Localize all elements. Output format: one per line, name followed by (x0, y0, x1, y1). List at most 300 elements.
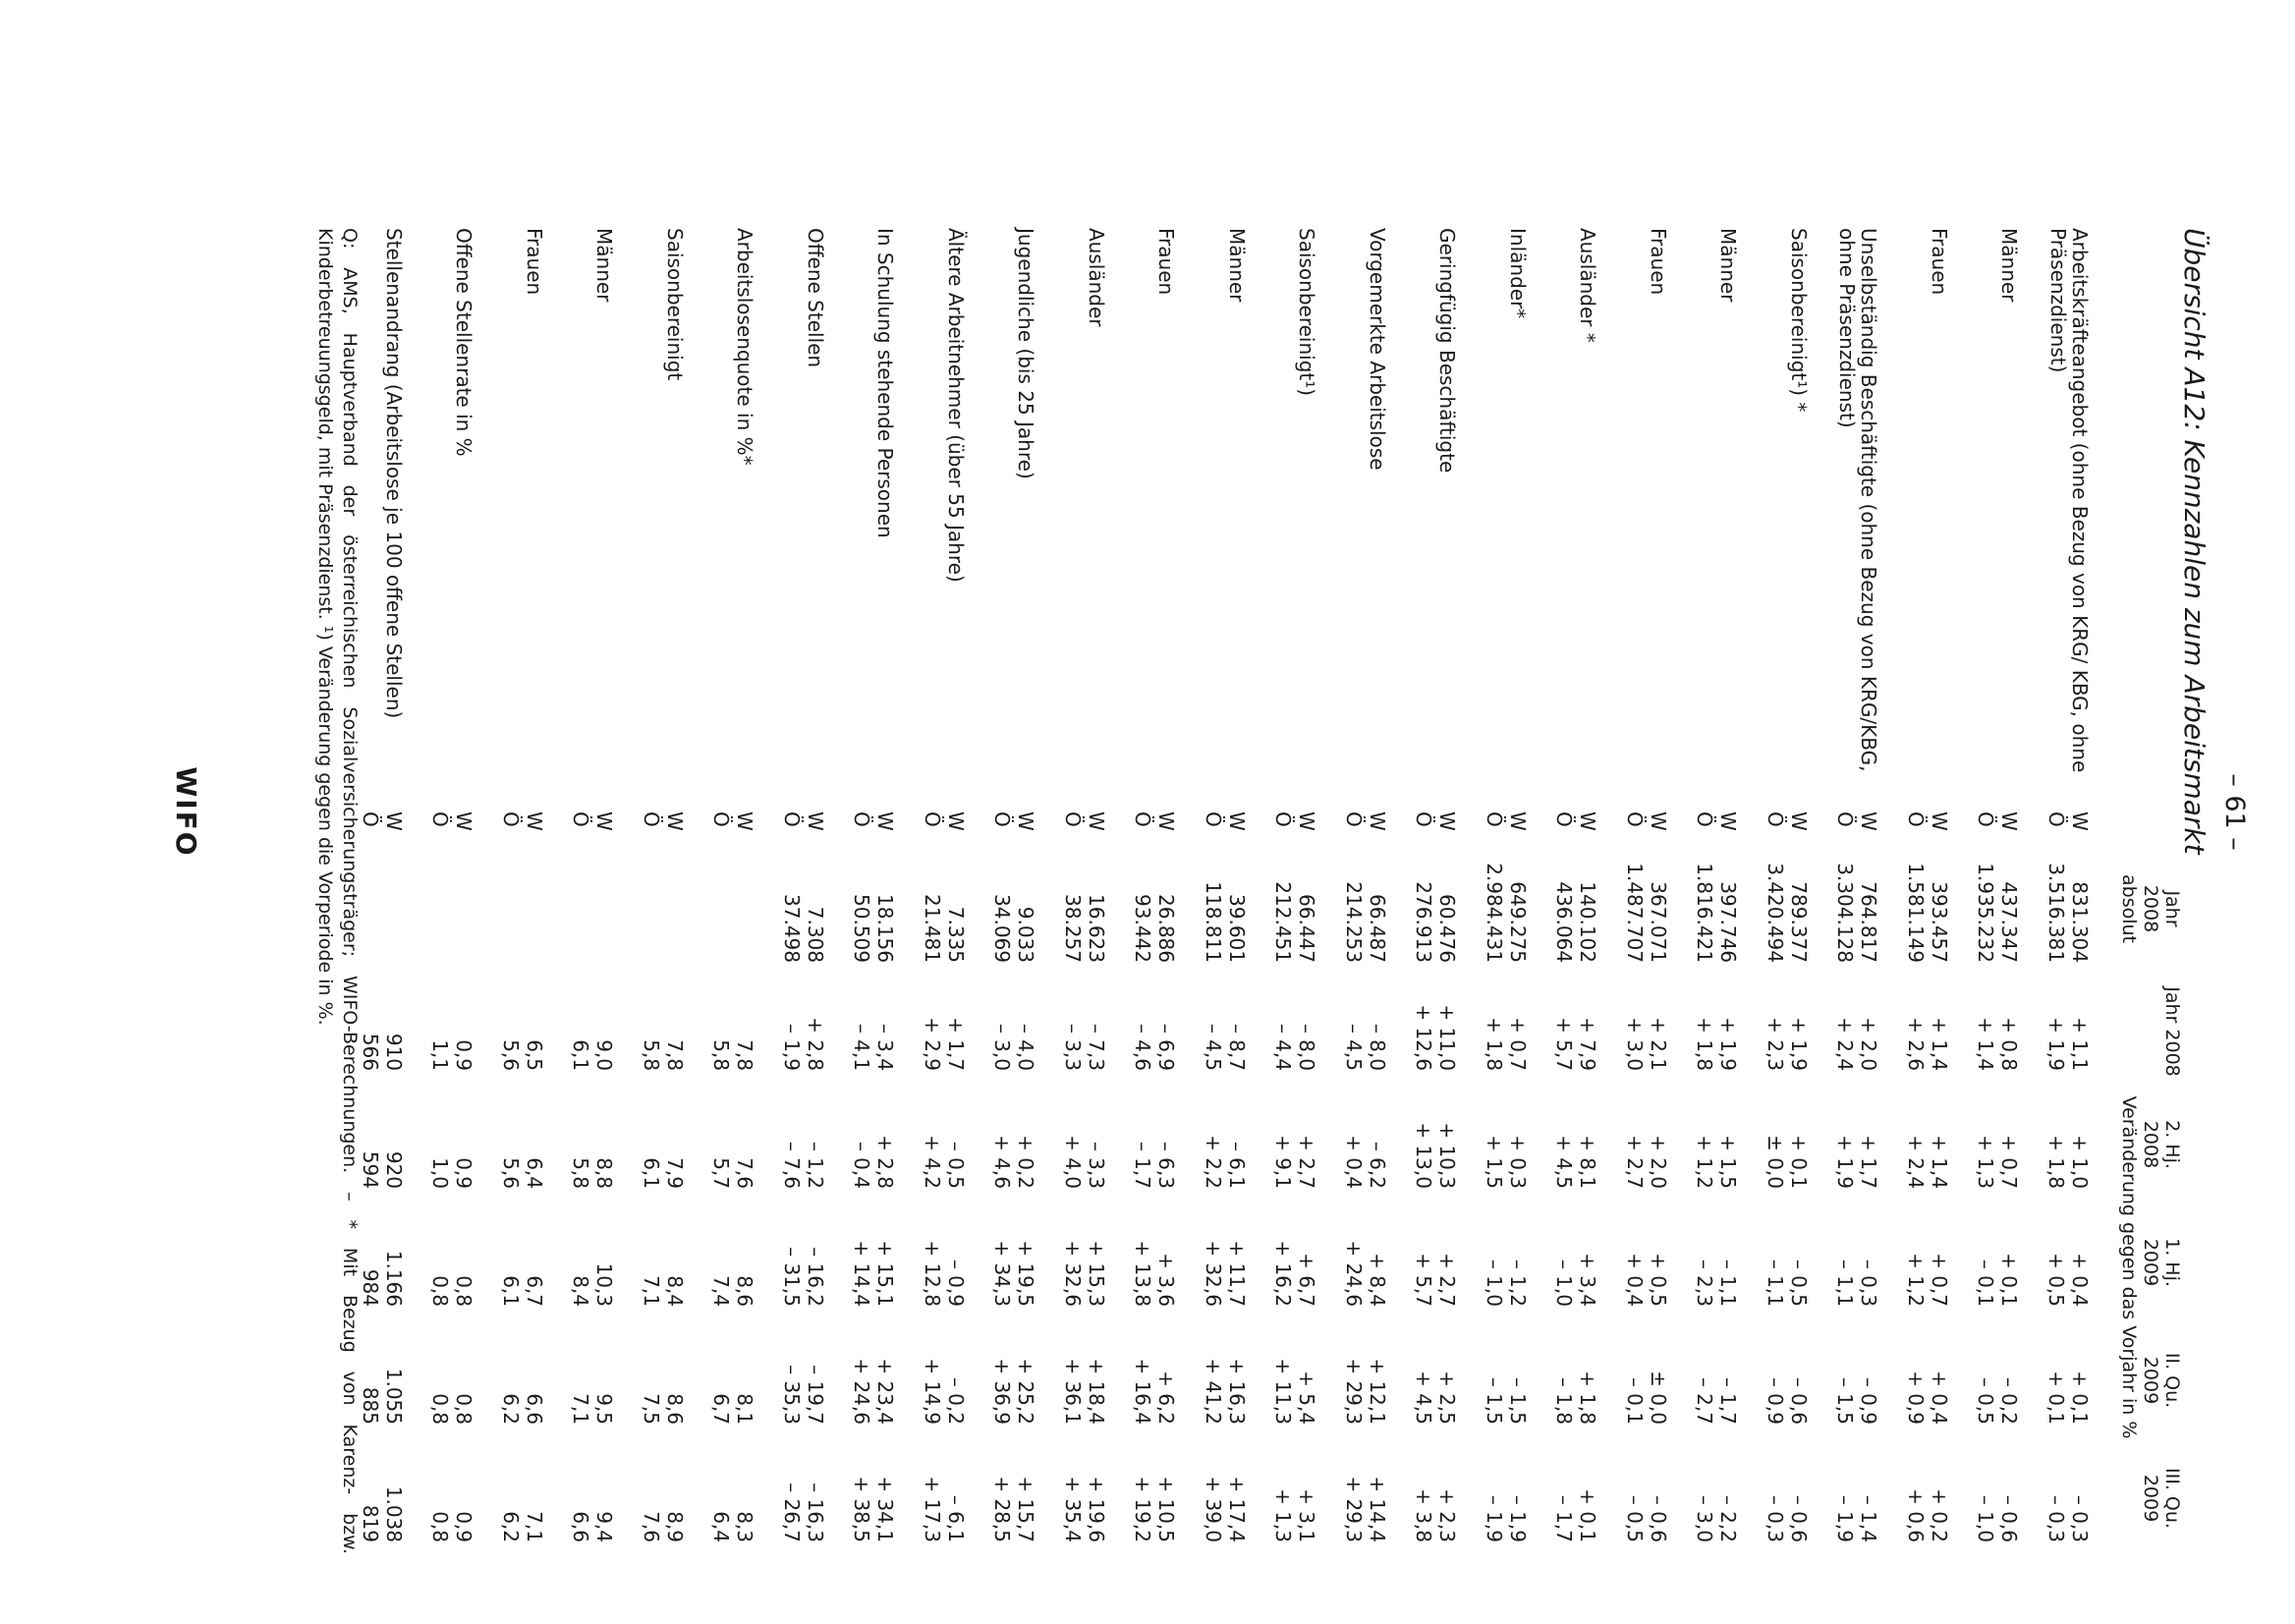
table-cell: 7,1 (569, 1393, 593, 1425)
table-cell: + 2,7 (1435, 1253, 1460, 1307)
table-cell: 831.304 (2068, 881, 2092, 963)
table-cell: – 1,1 (1763, 1259, 1787, 1307)
table-cell: + 12,8 (921, 1240, 944, 1307)
table-cell: + 1,8 (2044, 1135, 2068, 1189)
row-label: Ausländer (1085, 228, 1108, 327)
table-cell: + 24,6 (850, 1358, 874, 1425)
table-cell: 566 (359, 1033, 382, 1071)
table-cell: 0,8 (452, 1275, 476, 1307)
table-cell: 0,9 (452, 1157, 476, 1189)
row-label: Saisonbereinigt¹) (1295, 228, 1319, 397)
table-cell: + 0,8 (1997, 1017, 2022, 1071)
table-cell: + 2,7 (1295, 1135, 1319, 1189)
table-cell: – 1,9 (1506, 1494, 1530, 1542)
table-cell: + 0,2 (1928, 1488, 1951, 1542)
region-code: W (1366, 812, 1389, 831)
table-cell: – 1,5 (1833, 1376, 1858, 1425)
table-row (1179, 0, 1248, 1624)
table-cell: + 3,8 (1412, 1488, 1436, 1542)
table-cell: – 0,6 (1647, 1494, 1670, 1542)
table-cell: 9,4 (592, 1511, 617, 1542)
table-cell: – 1,2 (1506, 1259, 1530, 1307)
table-cell: + 32,6 (1061, 1240, 1085, 1307)
table-cell: 6,7 (523, 1275, 546, 1307)
region-code: W (1928, 812, 1951, 831)
table-cell: + 0,9 (1904, 1371, 1928, 1425)
region-code: W (1647, 812, 1670, 831)
region-code: W (523, 812, 546, 831)
table-row (688, 0, 756, 1624)
table-cell: 0,8 (428, 1393, 453, 1425)
table-cell: + 0,6 (1904, 1488, 1928, 1542)
table-cell: – 0,2 (944, 1376, 968, 1425)
table-cell: + 1,9 (1716, 1017, 1741, 1071)
table-row (476, 0, 545, 1624)
table-cell: + 2,3 (1763, 1017, 1787, 1071)
table-cell: + 0,2 (1014, 1135, 1038, 1189)
table-cell: 7,6 (733, 1157, 757, 1189)
table-cell: 34.069 (990, 894, 1015, 963)
table-cell: – 3,3 (1061, 1023, 1085, 1071)
table-cell: – 1,7 (1131, 1141, 1155, 1189)
table-cell: 118.811 (1202, 881, 1225, 963)
region-code: Ö (569, 812, 593, 827)
table-cell: – 0,3 (1857, 1259, 1881, 1307)
table-cell: – 0,5 (1787, 1259, 1811, 1307)
region-code: Ö (1763, 812, 1787, 827)
table-cell: + 6,2 (1154, 1371, 1179, 1425)
region-code: W (1787, 812, 1811, 831)
table-cell: + 7,9 (1576, 1017, 1600, 1071)
row-label: In Schulung stehende Personen (873, 228, 898, 538)
table-cell: 0,8 (428, 1275, 453, 1307)
row-label: Inländer* (1506, 228, 1530, 319)
table-cell: 9.033 (1014, 906, 1038, 963)
table-cell: 7.308 (804, 906, 827, 963)
table-cell: 5,8 (569, 1157, 593, 1189)
table-cell: 789.377 (1787, 881, 1811, 963)
table-cell: – 0,2 (1997, 1376, 2022, 1425)
table-cell: – 6,2 (1366, 1141, 1389, 1189)
table-cell: 1.038 (382, 1485, 406, 1542)
table-cell: 8,1 (733, 1393, 757, 1425)
table-cell: + 1,9 (1833, 1135, 1858, 1189)
table-cell: + 29,3 (1342, 1476, 1366, 1542)
region-code: W (1716, 812, 1741, 831)
table-cell: + 4,0 (1061, 1135, 1085, 1189)
table-cell: + 1,5 (1483, 1135, 1506, 1189)
table-cell: + 0,4 (2068, 1253, 2092, 1307)
row-label: Saisonbereinigt¹) * (1787, 228, 1811, 413)
table-cell: 66.447 (1295, 894, 1319, 963)
table-cell: + 11,0 (1435, 1004, 1460, 1071)
row-label: Vorgemerkte Arbeitslose (1366, 228, 1389, 471)
table-cell: – 19,7 (804, 1365, 827, 1425)
table-cell: + 19,6 (1085, 1476, 1108, 1542)
table-row (1600, 0, 1669, 1624)
table-cell: 7,8 (733, 1039, 757, 1071)
table-cell: + 2,1 (1647, 1017, 1670, 1071)
table-cell: – 7,6 (780, 1141, 804, 1189)
table-cell: 6,1 (640, 1157, 663, 1189)
table-cell: + 14,9 (921, 1358, 944, 1425)
row-label: Saisonbereinigt (663, 228, 687, 381)
table-cell: – 3,3 (1085, 1141, 1108, 1189)
table-cell: + 2,2 (1202, 1135, 1225, 1189)
table-cell: – 1,9 (1833, 1494, 1858, 1542)
table-cell: + 15,3 (1085, 1240, 1108, 1307)
table-cell: + 4,5 (1412, 1371, 1436, 1425)
table-cell: 7,5 (640, 1393, 663, 1425)
table-cell: 367.071 (1647, 881, 1670, 963)
table-row (407, 0, 476, 1624)
region-code: Ö (359, 812, 382, 827)
table-row (1812, 0, 1880, 1624)
table-cell: + 13,0 (1412, 1122, 1436, 1189)
row-label: Geringfügig Beschäftigte (1435, 228, 1460, 474)
table-cell: – 0,9 (944, 1259, 968, 1307)
table-cell: – 0,3 (2044, 1494, 2068, 1542)
table-cell: + 12,6 (1412, 1004, 1436, 1071)
table-cell: + 1,9 (1787, 1017, 1811, 1071)
table-row (1460, 0, 1529, 1624)
table-cell: 60.476 (1435, 894, 1460, 963)
table-cell: + 39,0 (1202, 1476, 1225, 1542)
region-code: W (1085, 812, 1108, 831)
table-cell: + 32,6 (1202, 1240, 1225, 1307)
table-cell: – 8,7 (1225, 1023, 1249, 1071)
table-cell: + 2,7 (1623, 1135, 1647, 1189)
table-cell: 1.816.421 (1693, 863, 1717, 963)
table-cell: + 0,4 (1342, 1135, 1366, 1189)
table-cell: – 4,1 (850, 1023, 874, 1071)
table-cell: + 2,5 (1435, 1371, 1460, 1425)
table-cell: – 0,5 (944, 1141, 968, 1189)
table-cell: + 2,0 (1857, 1017, 1881, 1071)
table-cell: – 4,5 (1202, 1023, 1225, 1071)
table-cell: 8,4 (569, 1275, 593, 1307)
table-cell: + 34,1 (873, 1476, 898, 1542)
table-cell: 6,2 (499, 1511, 523, 1542)
table-cell: – 16,2 (804, 1247, 827, 1307)
column-header-span-label: Veränderung gegen das Vorjahr in % (2118, 1095, 2140, 1439)
table-cell: + 10,5 (1154, 1476, 1179, 1542)
table-cell: + 5,7 (1412, 1253, 1436, 1307)
table-cell: 3.516.381 (2044, 863, 2068, 963)
table-cell: ± 0,0 (1763, 1135, 1787, 1189)
table-cell: 6,1 (569, 1039, 593, 1071)
region-code: W (804, 812, 827, 831)
table-cell: + 11,3 (1271, 1358, 1296, 1425)
table-cell: + 1,8 (1483, 1017, 1506, 1071)
table-cell: 50.509 (850, 894, 874, 963)
row-label: Arbeitslosenquote in %* (733, 228, 757, 466)
footnote: Q: AMS, Hauptverband der österreichischen Sozialversicherungsträger; WIFO-Berechnungen. – * Mit Bezug von Karenz- bzw. Kinderbetreuungsgeld, mit Präsenzdienst. ¹) Veränderung gegen die Vorperiode in %. (314, 228, 361, 1554)
table-cell: 1.935.232 (1974, 863, 1998, 963)
region-code: Ö (1271, 812, 1296, 827)
region-code: W (1857, 812, 1881, 831)
column-header-iii-qu-2009: III. Qu. 2009 (2140, 1468, 2183, 1529)
table-cell: + 11,7 (1225, 1240, 1249, 1307)
table-cell: 6,1 (499, 1275, 523, 1307)
table-cell: + 19,5 (1014, 1240, 1038, 1307)
table-cell: – 1,5 (1483, 1376, 1506, 1425)
region-code: W (1576, 812, 1600, 831)
table-row (617, 0, 686, 1624)
table-row (898, 0, 967, 1624)
table-cell: 21.481 (921, 894, 944, 963)
table-cell: + 0,3 (1506, 1135, 1530, 1189)
region-code: Ö (499, 812, 523, 827)
table-cell: 649.275 (1506, 881, 1530, 963)
table-cell: – 7,3 (1085, 1023, 1108, 1071)
table-cell: 8,6 (663, 1393, 687, 1425)
column-header-2-hj-2008: 2. Hj. 2008 (2140, 1120, 2183, 1169)
table-cell: + 34,3 (990, 1240, 1015, 1307)
table-cell: + 2,4 (1904, 1135, 1928, 1189)
table-cell: + 41,2 (1202, 1358, 1225, 1425)
table-cell: 0,9 (452, 1039, 476, 1071)
table-cell: + 8,1 (1576, 1135, 1600, 1189)
region-code: Ö (921, 812, 944, 827)
wifo-logo: WIFO (170, 766, 202, 858)
table-title: Übersicht A12: Kennzahlen zum Arbeitsmarkt (2178, 228, 2211, 855)
table-cell: – 0,6 (1787, 1494, 1811, 1542)
table-cell: 910 (382, 1033, 406, 1071)
region-code: W (592, 812, 617, 831)
table-cell: + 1,2 (1904, 1253, 1928, 1307)
table-cell: + 1,3 (1271, 1488, 1296, 1542)
table-cell: – 0,3 (2068, 1494, 2092, 1542)
table-row (1319, 0, 1388, 1624)
table-cell: 397.746 (1716, 881, 1741, 963)
region-code: W (1997, 812, 2022, 831)
row-label: Arbeitskräfteangebot (ohne Bezug von KRG/ KBG, ohne Präsenzdienst) (2046, 228, 2092, 773)
table-cell: ± 0,0 (1647, 1371, 1670, 1425)
region-code: W (1295, 812, 1319, 831)
region-code: Ö (1342, 812, 1366, 827)
table-cell: 6,7 (709, 1393, 734, 1425)
table-cell: 5,6 (499, 1039, 523, 1071)
table-cell: 7.335 (944, 906, 968, 963)
table-cell: – 1,0 (1552, 1259, 1577, 1307)
table-cell: – 1,4 (1857, 1494, 1881, 1542)
table-cell: – 0,3 (1763, 1494, 1787, 1542)
table-cell: + 2,8 (873, 1135, 898, 1189)
table-cell: + 14,4 (1366, 1476, 1389, 1542)
table-cell: + 2,8 (804, 1017, 827, 1071)
table-cell: 10,3 (592, 1262, 617, 1307)
column-header-ii-qu-2009: II. Qu. 2009 (2140, 1352, 2183, 1409)
table-cell: – 0,6 (1787, 1376, 1811, 1425)
table-cell: + 1,4 (1974, 1017, 1998, 1071)
table-cell: + 1,8 (1693, 1017, 1717, 1071)
region-code: W (733, 812, 757, 831)
row-label: Stellenandrang (Arbeitslose je 100 offene Stellen) (382, 228, 406, 719)
table-row (1531, 0, 1599, 1624)
table-cell: – 1,0 (1974, 1494, 1998, 1542)
table-cell: + 17,4 (1225, 1476, 1249, 1542)
table-cell: + 1,4 (1928, 1135, 1951, 1189)
region-code: Ö (428, 812, 453, 827)
table-cell: + 36,9 (990, 1358, 1015, 1425)
table-cell: 93.442 (1131, 894, 1155, 963)
table-cell: 1,0 (428, 1157, 453, 1189)
table-cell: + 2,4 (1833, 1017, 1858, 1071)
table-cell: 393.457 (1928, 881, 1951, 963)
table-cell: + 16,2 (1271, 1240, 1296, 1307)
table-cell: 1.487.707 (1623, 863, 1647, 963)
table-cell: 3.304.128 (1833, 863, 1858, 963)
table-cell: + 0,1 (1997, 1253, 2022, 1307)
table-cell: + 2,6 (1904, 1017, 1928, 1071)
table-cell: + 24,6 (1342, 1240, 1366, 1307)
table-cell: 437.347 (1997, 881, 2022, 963)
table-row (1741, 0, 1810, 1624)
region-code: Ö (2044, 812, 2068, 827)
table-cell: + 1,3 (1974, 1135, 1998, 1189)
table-cell: + 8,4 (1366, 1253, 1389, 1307)
table-cell: – 0,4 (850, 1141, 874, 1189)
region-code: Ö (1904, 812, 1928, 827)
table-row (1952, 0, 2021, 1624)
table-row (969, 0, 1037, 1624)
table-cell: + 0,1 (2044, 1371, 2068, 1425)
table-cell: + 0,7 (1506, 1017, 1530, 1071)
table-cell: + 4,5 (1552, 1135, 1577, 1189)
table-cell: – 0,9 (1857, 1376, 1881, 1425)
row-label: Männer (592, 228, 617, 303)
table-cell: – 8,0 (1295, 1023, 1319, 1071)
table-cell: 66.487 (1366, 894, 1389, 963)
row-label: Ausländer * (1576, 228, 1600, 343)
table-cell: 2.984.431 (1483, 863, 1506, 963)
table-cell: + 3,1 (1295, 1488, 1319, 1542)
table-cell: + 36,1 (1061, 1358, 1085, 1425)
table-cell: 1.166 (382, 1250, 406, 1307)
region-code: Ö (1202, 812, 1225, 827)
row-label: Männer (1225, 228, 1249, 303)
row-label: Jugendliche (bis 25 Jahre) (1014, 228, 1038, 479)
table-cell: – 2,3 (1693, 1259, 1717, 1307)
region-code: W (1225, 812, 1249, 831)
row-label: Frauen (523, 228, 546, 296)
table-cell: – 0,6 (1997, 1494, 2022, 1542)
table-row (547, 0, 616, 1624)
table-cell: 8,9 (663, 1511, 687, 1542)
table-cell: 5,7 (709, 1157, 734, 1189)
table-cell: – 4,6 (1131, 1023, 1155, 1071)
table-row (1881, 0, 1950, 1624)
table-cell: 885 (359, 1386, 382, 1425)
table-cell: 26.886 (1154, 894, 1179, 963)
table-cell: 1.055 (382, 1368, 406, 1425)
table-cell: 16.623 (1085, 894, 1108, 963)
table-cell: + 1,7 (1857, 1135, 1881, 1189)
table-cell: + 2,0 (1647, 1135, 1670, 1189)
table-cell: + 6,7 (1295, 1253, 1319, 1307)
row-label: Offene Stellen (804, 228, 827, 368)
table-cell: 0,9 (452, 1511, 476, 1542)
region-code: Ö (1552, 812, 1577, 827)
region-code: Ö (850, 812, 874, 827)
table-cell: – 1,0 (1483, 1259, 1506, 1307)
table-cell: – 1,1 (1716, 1259, 1741, 1307)
table-cell: 5,6 (499, 1157, 523, 1189)
column-header-year-absolute: Jahr 2008 absolut (2118, 874, 2183, 943)
table-cell: – 6,3 (1154, 1141, 1179, 1189)
table-cell: 0,8 (452, 1393, 476, 1425)
table-cell: – 6,9 (1154, 1023, 1179, 1071)
table-cell: 8,6 (733, 1275, 757, 1307)
table-cell: – 3,0 (1693, 1494, 1717, 1542)
region-code: Ö (780, 812, 804, 827)
table-cell: 276.913 (1412, 881, 1436, 963)
table-cell: + 0,1 (1787, 1135, 1811, 1189)
table-cell: – 4,0 (1014, 1023, 1038, 1071)
table-row (1390, 0, 1459, 1624)
region-code: Ö (990, 812, 1015, 827)
table-cell: 436.064 (1552, 881, 1577, 963)
table-cell: + 16,4 (1131, 1358, 1155, 1425)
table-cell: 5,8 (709, 1039, 734, 1071)
table-cell: + 1,4 (1928, 1017, 1951, 1071)
table-cell: 18.156 (873, 894, 898, 963)
table-cell: – 35,3 (780, 1365, 804, 1425)
table-cell: – 31,5 (780, 1247, 804, 1307)
table-cell: 5,8 (640, 1039, 663, 1071)
table-cell: + 2,9 (921, 1017, 944, 1071)
region-code: W (1506, 812, 1530, 831)
table-cell: – 1,8 (1552, 1376, 1577, 1425)
table-cell: – 6,1 (1225, 1141, 1249, 1189)
table-cell: 214.253 (1342, 881, 1366, 963)
table-cell: 39.601 (1225, 894, 1249, 963)
table-cell: + 17,3 (921, 1476, 944, 1542)
region-code: Ö (1833, 812, 1858, 827)
table-cell: – 26,7 (780, 1483, 804, 1542)
row-label: Frauen (1928, 228, 1951, 296)
table-cell: – 2,2 (1716, 1494, 1741, 1542)
table-cell: – 4,4 (1271, 1023, 1296, 1071)
table-row (1250, 0, 1318, 1624)
row-label: Ältere Arbeitnehmer (über 55 Jahre) (944, 228, 968, 583)
table-cell: 9,0 (592, 1039, 617, 1071)
table-cell: + 1,8 (1576, 1371, 1600, 1425)
region-code: W (382, 812, 406, 831)
table-cell: + 2,3 (1435, 1488, 1460, 1542)
region-code: W (1014, 812, 1038, 831)
table-cell: – 1,7 (1552, 1494, 1577, 1542)
table-row (1671, 0, 1740, 1624)
table-cell: + 15,7 (1014, 1476, 1038, 1542)
region-code: W (2068, 812, 2092, 831)
table-row (1038, 0, 1107, 1624)
table-cell: 7,1 (640, 1275, 663, 1307)
table-cell: + 28,5 (990, 1476, 1015, 1542)
table-cell: + 35,4 (1061, 1476, 1085, 1542)
table-row (757, 0, 826, 1624)
table-cell: 6,2 (499, 1393, 523, 1425)
table-cell: + 0,5 (2044, 1253, 2068, 1307)
row-label: Männer (1997, 228, 2022, 303)
table-cell: 37.498 (780, 894, 804, 963)
region-code: W (1154, 812, 1179, 831)
table-cell: 7,9 (663, 1157, 687, 1189)
table-cell: + 0,1 (1576, 1488, 1600, 1542)
table-cell: 0,8 (428, 1511, 453, 1542)
table-cell: 6,6 (569, 1511, 593, 1542)
